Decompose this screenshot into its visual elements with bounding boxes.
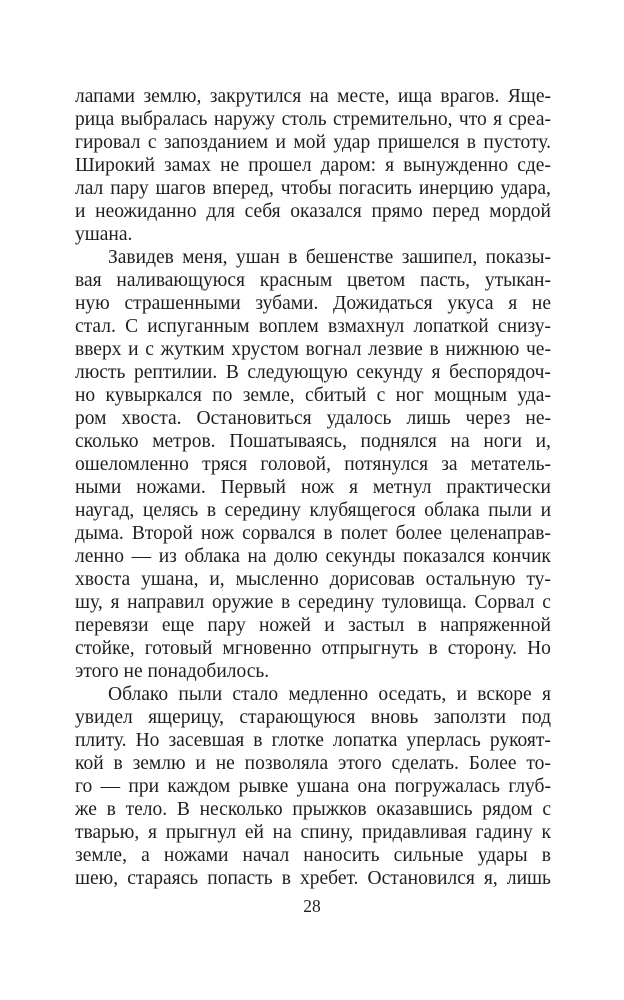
text-line: лапами землю, закрутился на месте, ища врагов. Яще- [75,86,551,107]
text-line: рица выбралась наружу столь стремительно, что я среа- [75,109,551,130]
text-line: ошеломленно тряся головой, потянулся за метатель- [75,454,551,475]
text-line: стойке, готовый мгновенно отпрыгнуть в сторону. Но [75,638,551,659]
text-line: ром хвоста. Остановиться удалось лишь через не- [75,408,551,429]
text-line: Завидев меня, ушан в бешенстве зашипел, показы- [108,247,551,268]
paragraph [75,85,551,246]
text-line: ную страшенными зубами. Дожидаться укуса я не [75,293,551,314]
text-line: вверх и с жутким хрустом вогнал лезвие в нижнюю че- [75,339,551,360]
text-line: плиту. Но засевшая в глотке лопатка уперлась рукоят- [75,730,551,751]
text-line: тварью, я прыгнул ей на спину, придавливая гадину к [75,822,551,843]
text-line: кой в землю и не позволяла этого сделать. Более то- [75,753,551,774]
text-line: увидел ящерицу, старающуюся вновь заползти под [75,707,551,728]
text-line: хвоста ушана, и, мысленно дорисовав остальную ту- [75,569,551,590]
text-line: ленно — из облака на долю секунды показался кончик [75,546,551,567]
text-line: дыма. Второй нож сорвался в полет более целенаправ- [75,523,551,544]
text-line: Облако пыли стало медленно оседать, и вскоре я [108,684,551,705]
paragraph [75,246,551,683]
page-number: 28 [303,896,321,916]
text-line: го — при каждом рывке ушана она погружалась глуб- [75,776,551,797]
text-line: люсть рептилии. В следующую секунду я беспорядоч- [75,362,551,383]
text-line: и неожиданно для себя оказался прямо перед мордой [75,201,551,222]
text-line: гировал с запозданием и мой удар пришелся в пустоту. [75,132,551,153]
page-text [75,85,551,890]
text-line: ными ножами. Первый нож я метнул практически [75,477,551,498]
text-line: земле, а ножами начал наносить сильные удары в [75,845,551,866]
text-line: лал пару шагов вперед, чтобы погасить инерцию удара, [75,178,551,199]
text-line: шею, стараясь попасть в хребет. Остановился я, лишь [75,868,551,889]
text-line: наугад, целясь в середину клубящегося облака пыли и [75,500,551,521]
text-line: но кувыркался по земле, сбитый с ног мощным уда- [75,385,551,406]
text-line: шу, я направил оружие в середину туловища. Сорвал с [75,592,551,613]
text-line: же в тело. В несколько прыжков оказавшись рядом с [75,799,551,820]
paragraph [75,683,551,890]
text-line: перевязи еще пару ножей и застыл в напряженной [75,615,551,636]
text-line: Широкий замах не прошел даром: я вынужденно сде- [75,155,551,176]
text-line: ушана. [75,224,133,245]
text-line: вая наливающуюся красным цветом пасть, утыкан- [75,270,551,291]
text-line: этого не понадобилось. [75,661,270,682]
text-line: стал. С испуганным воплем взмахнул лопаткой снизу- [75,316,551,337]
text-line: сколько метров. Пошатываясь, поднялся на ноги и, [75,431,551,452]
